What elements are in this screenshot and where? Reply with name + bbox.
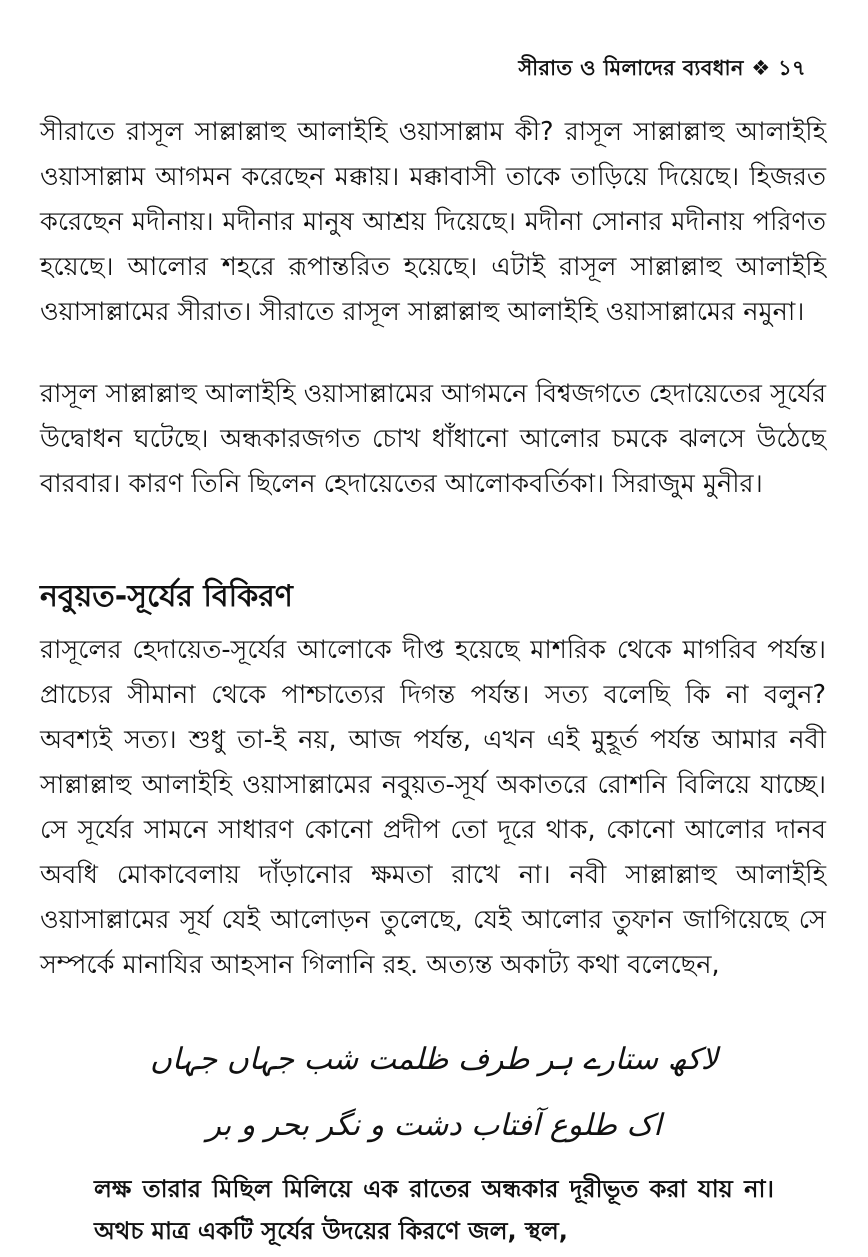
urdu-verse-line-1: لاکھ ستارے ہر طرف ظلمت شب جہاں جہاں: [150, 1042, 718, 1077]
paragraph-seerat-intro: সীরাতে রাসূল সাল্লাল্লাহু আলাইহি ওয়াসাল্লাম কী? রাসূল সাল্লাল্লাহু আলাইহি ওয়াসাল্লাম আগমন করেছেন মক্কায়। মক্কাবাসী তাকে তাড়িয়ে দিয়েছে। হিজরত করেছেন মদীনায়। মদীনার মানুষ আশ্রয় দিয়েছে। মদীনা সোনার মদীনায় পরিণত হয়েছে। আলোর শহরে রূপান্তরিত হয়েছে। এটাই রাসূল সাল্লাল্লাহু আলাইহি ওয়াসাল্লামের সীরাত। সীরাতে রাসূল সাল্লাল্লাহু আলাইহি ওয়াসাল্লামের নমুনা।: [40, 117, 826, 327]
section-heading: নবুয়ত-সূর্যের বিকিরণ: [40, 579, 293, 614]
verse-translation: লক্ষ তারার মিছিল মিলিয়ে এক রাতের অন্ধকার দূরীভূত করা যায় না। অথচ মাত্র একটি সূর্যের উদয়ের কিরণে জল, স্থল,: [94, 1175, 774, 1245]
running-head: সীরাত ও মিলাদের ব্যবধান ❖ ১৭: [518, 56, 806, 80]
paragraph-hidayat-sun: রাসূল সাল্লাল্লাহু আলাইহি ওয়াসাল্লামের আগমনে বিশ্বজগতে হেদায়েতের সূর্যের উদ্বোধন ঘটেছে। অন্ধকারজগত চোখ ধাঁধানো আলোর চমকে ঝলসে উঠেছে বারবার। কারণ তিনি ছিলেন হেদায়েতের আলোকবর্তিকা। সিরাজুম মুনীর।: [40, 379, 826, 499]
paragraph-nubuwwat-radiance: রাসূলের হেদায়েত-সূর্যের আলোকে দীপ্ত হয়েছে মাশরিক থেকে মাগরিব পর্যন্ত। প্রাচ্যের সীমানা থেকে পাশ্চাত্যের দিগন্ত পর্যন্ত। সত্য বলেছি কি না বলুন? অবশ্যই সত্য। শুধু তা-ই নয়, আজ পর্যন্ত, এখন এই মুহূর্ত পর্যন্ত আমার নবী সাল্লাল্লাহু আলাইহি ওয়াসাল্লামের নবুয়ত-সূর্য অকাতরে রোশনি বিলিয়ে যাচ্ছে। সে সূর্যের সামনে সাধারণ কোনো প্রদীপ তো দূরে থাক, কোনো আলোর দানব অবধি মোকাবেলায় দাঁড়ানোর ক্ষমতা রাখে না। নবী সাল্লাল্লাহু আলাইহি ওয়াসাল্লামের সূর্য যেই আলোড়ন তুলেছে, যেই আলোর তুফান জাগিয়েছে সে সম্পর্কে মানাযির আহসান গিলানি রহ. অত্যন্ত অকাট্য কথা বলেছেন,: [40, 635, 826, 980]
urdu-verse-line-2: اک طلوع آفتاب دشت و نگر بحر و بر: [206, 1108, 662, 1143]
